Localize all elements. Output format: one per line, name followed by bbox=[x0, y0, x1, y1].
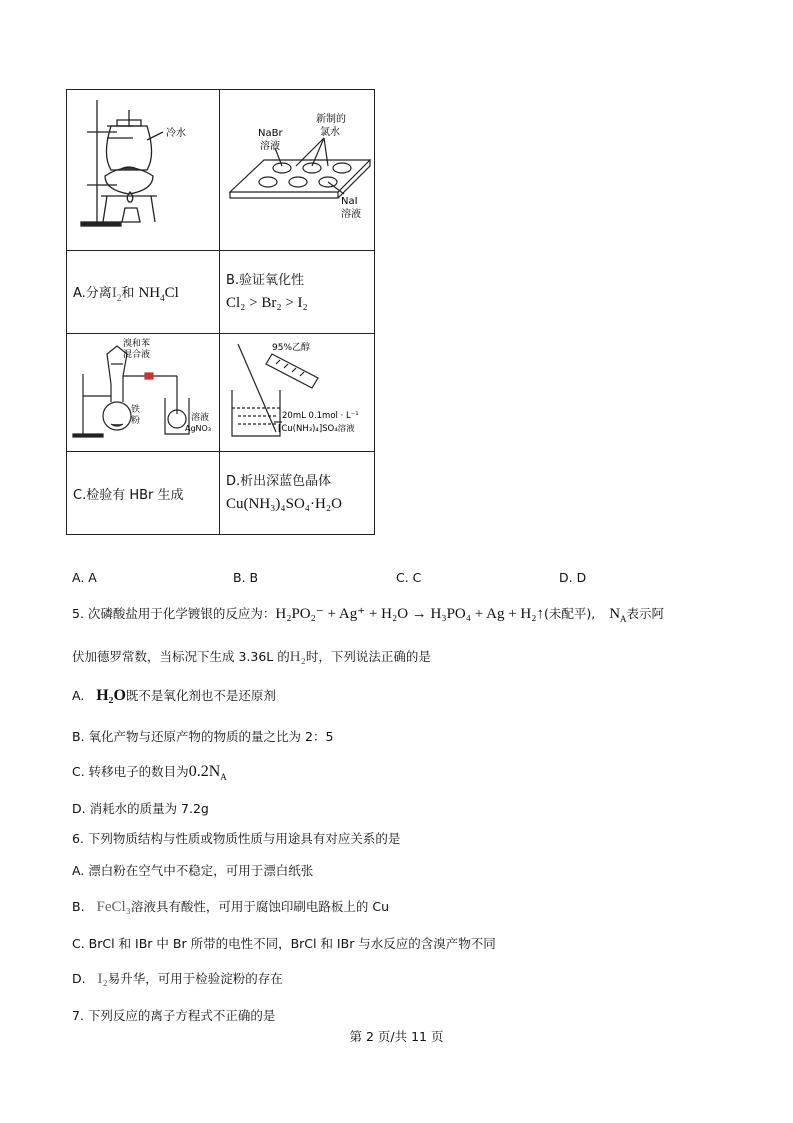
nai-solution-label: 溶液 bbox=[341, 209, 361, 220]
caption-d-formula: Cu(NH₃)₄SO₄·H₂O bbox=[226, 496, 342, 512]
caption-d bbox=[220, 452, 375, 535]
q5-option-c[interactable]: C. 转移电子的数目为$0.2N_A$ bbox=[72, 763, 227, 783]
q6-option-a[interactable]: A. 漂白粉在空气中不稳定，可用于漂白纸张 bbox=[72, 863, 314, 878]
i2-formula: $I_2$ bbox=[111, 284, 122, 303]
figure-d-cell bbox=[220, 334, 375, 452]
caption-a-and: 和 bbox=[121, 285, 135, 301]
crystallization-figure bbox=[220, 334, 374, 447]
na-symbol: $N_A$ bbox=[609, 606, 627, 624]
figure-b-cell bbox=[220, 90, 375, 251]
solution-volume-label: 20mL 0.1mol · L⁻¹ bbox=[282, 411, 359, 421]
nabr-solution-label: 溶液 bbox=[260, 141, 280, 152]
iron-label: 铁 bbox=[131, 405, 141, 415]
nh4cl-formula: $NH_4Cl$ bbox=[138, 284, 179, 303]
q5-option-a[interactable]: A. H₂O既不是氧化剂也不是还原剂 bbox=[72, 687, 276, 704]
caption-c-text: C.检验有 HBr 生成 bbox=[73, 487, 184, 503]
mixture-label: 混合液 bbox=[123, 350, 151, 360]
experiment-table bbox=[66, 89, 375, 535]
q4-option-c[interactable]: C. C bbox=[396, 570, 422, 585]
spot-plate-figure bbox=[220, 90, 374, 246]
ethanol-label: 95%乙醇 bbox=[272, 343, 311, 353]
q4-option-a[interactable]: A. A bbox=[72, 570, 97, 585]
q5-line2: 伏加德罗常数，当标况下生成 3.36L 的H₂时，下列说法正确的是 bbox=[72, 649, 431, 665]
caption-c bbox=[67, 452, 220, 535]
q5-option-b[interactable]: B. 氧化产物与还原产物的物质的量之比为 2：5 bbox=[72, 729, 334, 744]
cold-water-label: 冷水 bbox=[166, 128, 186, 139]
q6-title: 6. 下列物质结构与性质或物质性质与用途具有对应关系的是 bbox=[72, 831, 401, 846]
q5-equation: H₂PO₂⁻ + Ag⁺ + H₂O → H₃PO₄ + Ag + H₂↑ bbox=[275, 606, 544, 622]
caption-d-text: D.析出深蓝色晶体 bbox=[226, 474, 332, 489]
bromine-benzene-label: 溴和苯 bbox=[123, 339, 151, 349]
q5-line1: 5. 次磷酸盐用于化学镀银的反应为：H₂PO₂⁻ + Ag⁺ + H₂O → H₃PO₄ + Ag + H₂↑(未配平), $N_A$表示阿 bbox=[72, 606, 665, 624]
complex-solution-label: [Cu(NH₃)₄]SO₄溶液 bbox=[278, 424, 355, 434]
caption-b-formula: Cl₂ > Br₂ > I₂ bbox=[226, 295, 308, 311]
caption-b bbox=[220, 251, 375, 334]
caption-a-prefix: A.分离 bbox=[73, 285, 112, 301]
q5-optc-formula: $0.2N_A$ bbox=[188, 763, 227, 783]
q7-title: 7. 下列反应的离子方程式不正确的是 bbox=[72, 1008, 276, 1023]
hbr-test-apparatus-figure bbox=[67, 334, 219, 447]
caption-a bbox=[67, 251, 220, 334]
q6-option-d[interactable]: D. I₂易升华，可用于检验淀粉的存在 bbox=[72, 971, 283, 987]
q5-option-d[interactable]: D. 消耗水的质量为 7.2g bbox=[72, 801, 209, 816]
q4-option-d[interactable]: D. D bbox=[559, 570, 587, 585]
figure-c-cell bbox=[67, 334, 220, 452]
solution-label: 溶液 bbox=[191, 413, 210, 423]
q6-option-b[interactable]: B. FeCl₃溶液具有酸性，可用于腐蚀印刷电路板上的 Cu bbox=[72, 899, 390, 915]
chlorine-water-label: 氯水 bbox=[320, 127, 340, 138]
caption-b-text: B.验证氧化性 bbox=[226, 273, 305, 288]
page-footer: 第 2 页/共 11 页 bbox=[349, 1029, 444, 1044]
q4-option-b[interactable]: B. B bbox=[233, 570, 259, 585]
figure-a-cell bbox=[67, 90, 220, 251]
sublimation-apparatus-figure bbox=[67, 90, 219, 246]
nabr-label: NaBr bbox=[258, 128, 283, 139]
fresh-chlorine-water-label: 新制的 bbox=[316, 114, 346, 125]
agno3-label: AgNO₃ bbox=[185, 424, 212, 433]
powder-label: 粉 bbox=[131, 416, 141, 426]
nai-label: NaI bbox=[341, 196, 358, 207]
q6-option-c[interactable]: C. BrCl 和 IBr 中 Br 所带的电性不同，BrCl 和 IBr 与水反应的含溴产物不同 bbox=[72, 936, 496, 951]
